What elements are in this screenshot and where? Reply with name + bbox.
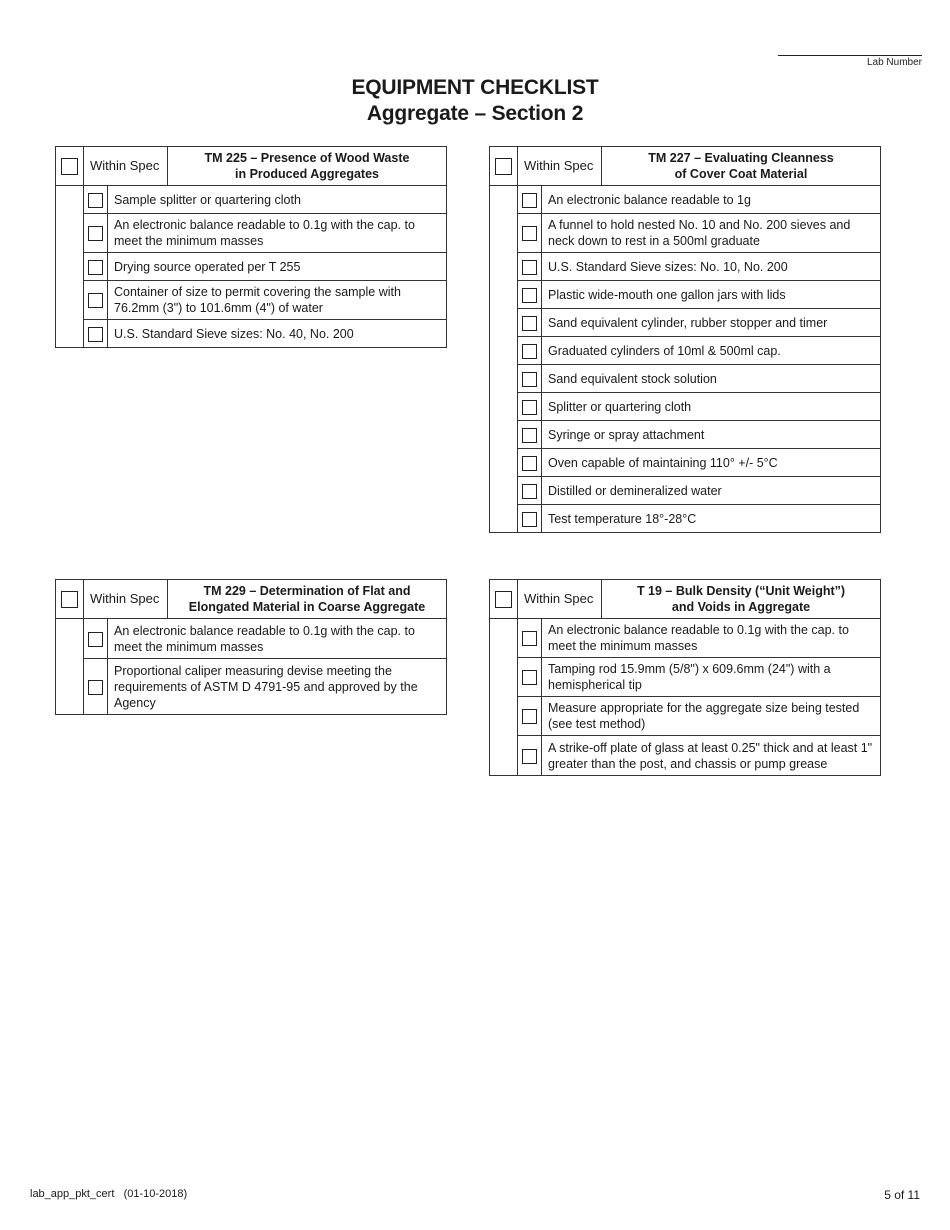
item-text: Container of size to permit covering the sample with 76.2mm (3") to 101.6mm (4") of water <box>108 281 447 320</box>
form-id: lab_app_pkt_cert <box>30 1188 115 1200</box>
item-text: U.S. Standard Sieve sizes: No. 40, No. 200 <box>108 320 447 348</box>
page-subtitle: Aggregate – Section 2 <box>366 102 584 125</box>
item-checkbox[interactable] <box>522 288 537 303</box>
section-checkbox[interactable] <box>61 158 78 175</box>
item-checkbox[interactable] <box>88 293 103 308</box>
checklist-row <box>490 421 881 449</box>
item-text: Sand equivalent stock solution <box>542 365 881 393</box>
item-checkbox[interactable] <box>522 226 537 241</box>
section-header-row <box>490 580 881 619</box>
section-heading <box>602 580 881 619</box>
section-header-row <box>56 580 447 619</box>
item-checkbox-cell <box>518 309 542 337</box>
section-checkbox-cell <box>490 580 518 619</box>
item-text: Tamping rod 15.9mm (5/8") x 609.6mm (24") with a hemispherical tip <box>542 658 881 697</box>
lab-number-label: Lab Number <box>866 57 922 68</box>
item-checkbox[interactable] <box>522 316 537 331</box>
section-checkbox-cell <box>490 147 518 186</box>
checklist-row <box>490 186 881 214</box>
form-id-footer <box>30 1188 187 1200</box>
item-checkbox-cell <box>518 505 542 533</box>
within-spec-label: Within Spec <box>518 147 602 186</box>
item-text: Sample splitter or quartering cloth <box>108 186 447 214</box>
item-text: A funnel to hold nested No. 10 and No. 200 sieves and neck down to rest in a 500ml graduate <box>542 214 881 253</box>
item-text: U.S. Standard Sieve sizes: No. 10, No. 200 <box>542 253 881 281</box>
checklist-row <box>490 619 881 658</box>
item-checkbox[interactable] <box>88 632 103 647</box>
within-spec-label: Within Spec <box>84 147 168 186</box>
item-checkbox-cell <box>518 619 542 658</box>
item-text: An electronic balance readable to 0.1g with the cap. to meet the minimum masses <box>542 619 881 658</box>
checklist-row <box>490 214 881 253</box>
item-checkbox-cell <box>518 449 542 477</box>
checklist-row <box>490 449 881 477</box>
item-text: An electronic balance readable to 0.1g with the cap. to meet the minimum masses <box>108 214 447 253</box>
page-number: 5 of 11 <box>884 1188 920 1202</box>
item-checkbox-cell <box>518 658 542 697</box>
item-checkbox-cell <box>84 281 108 320</box>
item-text: Splitter or quartering cloth <box>542 393 881 421</box>
checklist-row <box>490 505 881 533</box>
item-checkbox[interactable] <box>88 226 103 241</box>
within-spec-label: Within Spec <box>518 580 602 619</box>
item-checkbox-cell <box>84 659 108 715</box>
spacer-cell <box>56 619 84 715</box>
heading-line-2: in Produced Aggregates <box>234 167 379 181</box>
item-checkbox-cell <box>518 186 542 214</box>
spacer-cell <box>56 186 84 348</box>
checklist-row <box>56 619 447 659</box>
section-checkbox[interactable] <box>495 158 512 175</box>
heading-line-1: TM 229 – Determination of Flat and <box>203 584 411 598</box>
checklist-row <box>490 365 881 393</box>
heading-line-1: TM 227 – Evaluating Cleanness <box>648 151 834 165</box>
item-checkbox[interactable] <box>522 193 537 208</box>
item-text: Measure appropriate for the aggregate size being tested (see test method) <box>542 697 881 736</box>
item-checkbox-cell <box>84 253 108 281</box>
item-checkbox[interactable] <box>88 327 103 342</box>
item-checkbox[interactable] <box>522 260 537 275</box>
heading-line-2: and Voids in Aggregate <box>671 600 811 614</box>
spacer-cell <box>490 186 518 533</box>
checklist-row <box>490 393 881 421</box>
checklist-tm227 <box>489 146 881 533</box>
checklist-tm225 <box>55 146 447 348</box>
item-text: Oven capable of maintaining 110° +/- 5°C <box>542 449 881 477</box>
spacer-cell <box>490 619 518 776</box>
heading-line-1: TM 225 – Presence of Wood Waste <box>204 151 410 165</box>
item-checkbox-cell <box>84 619 108 659</box>
checklist-row <box>490 736 881 776</box>
item-text: Distilled or demineralized water <box>542 477 881 505</box>
section-heading <box>602 147 881 186</box>
checklist-row <box>490 697 881 736</box>
item-checkbox[interactable] <box>522 709 537 724</box>
checklist-row <box>56 320 447 348</box>
section-header-row <box>56 147 447 186</box>
item-checkbox[interactable] <box>522 372 537 387</box>
item-checkbox[interactable] <box>522 400 537 415</box>
item-checkbox-cell <box>518 736 542 776</box>
item-text: Plastic wide-mouth one gallon jars with lids <box>542 281 881 309</box>
item-text: Test temperature 18°-28°C <box>542 505 881 533</box>
checklist-row <box>56 253 447 281</box>
checklist-row <box>56 659 447 715</box>
checklist-row <box>490 281 881 309</box>
section-checkbox-cell <box>56 580 84 619</box>
section-checkbox[interactable] <box>61 591 78 608</box>
heading-line-2: of Cover Coat Material <box>674 167 808 181</box>
item-checkbox-cell <box>84 186 108 214</box>
checklist-row <box>490 658 881 697</box>
item-checkbox[interactable] <box>522 512 537 527</box>
checklist-tm229 <box>55 579 447 715</box>
item-checkbox-cell <box>518 365 542 393</box>
checklist-row <box>56 214 447 253</box>
item-checkbox[interactable] <box>522 670 537 685</box>
checklist-row <box>56 186 447 214</box>
item-checkbox-cell <box>518 421 542 449</box>
item-text: Graduated cylinders of 10ml & 500ml cap. <box>542 337 881 365</box>
item-checkbox[interactable] <box>522 631 537 646</box>
section-heading <box>168 580 447 619</box>
item-checkbox-cell <box>518 337 542 365</box>
item-checkbox-cell <box>518 393 542 421</box>
checklist-row <box>490 309 881 337</box>
item-checkbox[interactable] <box>522 749 537 764</box>
item-text: Drying source operated per T 255 <box>108 253 447 281</box>
item-checkbox-cell <box>518 214 542 253</box>
item-text: Syringe or spray attachment <box>542 421 881 449</box>
heading-line-1: T 19 – Bulk Density (“Unit Weight”) <box>636 584 846 598</box>
item-checkbox[interactable] <box>522 428 537 443</box>
item-checkbox-cell <box>518 697 542 736</box>
item-checkbox[interactable] <box>522 456 537 471</box>
item-checkbox-cell <box>518 281 542 309</box>
checklist-row <box>490 253 881 281</box>
heading-line-2: Elongated Material in Coarse Aggregate <box>188 600 426 614</box>
section-header-row <box>490 147 881 186</box>
page-title: EQUIPMENT CHECKLIST <box>351 76 599 99</box>
within-spec-label: Within Spec <box>84 580 168 619</box>
item-checkbox-cell <box>84 214 108 253</box>
checklist-row <box>56 281 447 320</box>
item-checkbox[interactable] <box>522 484 537 499</box>
item-checkbox-cell <box>518 253 542 281</box>
item-checkbox[interactable] <box>88 260 103 275</box>
item-text: A strike-off plate of glass at least 0.25" thick and at least 1" greater than the post, and chassis or pump grease <box>542 736 881 776</box>
item-checkbox-cell <box>518 477 542 505</box>
item-checkbox[interactable] <box>522 344 537 359</box>
lab-number-field-line[interactable] <box>778 55 922 56</box>
item-checkbox[interactable] <box>88 680 103 695</box>
item-text: An electronic balance readable to 0.1g with the cap. to meet the minimum masses <box>108 619 447 659</box>
item-text: An electronic balance readable to 1g <box>542 186 881 214</box>
item-text: Proportional caliper measuring devise meeting the requirements of ASTM D 4791-95 and approved by the Agency <box>108 659 447 715</box>
section-checkbox[interactable] <box>495 591 512 608</box>
checklist-row <box>490 337 881 365</box>
item-text: Sand equivalent cylinder, rubber stopper and timer <box>542 309 881 337</box>
section-heading <box>168 147 447 186</box>
form-date: (01-10-2018) <box>123 1188 188 1200</box>
item-checkbox[interactable] <box>88 193 103 208</box>
item-checkbox-cell <box>84 320 108 348</box>
checklist-t19 <box>489 579 881 776</box>
checklist-row <box>490 477 881 505</box>
section-checkbox-cell <box>56 147 84 186</box>
